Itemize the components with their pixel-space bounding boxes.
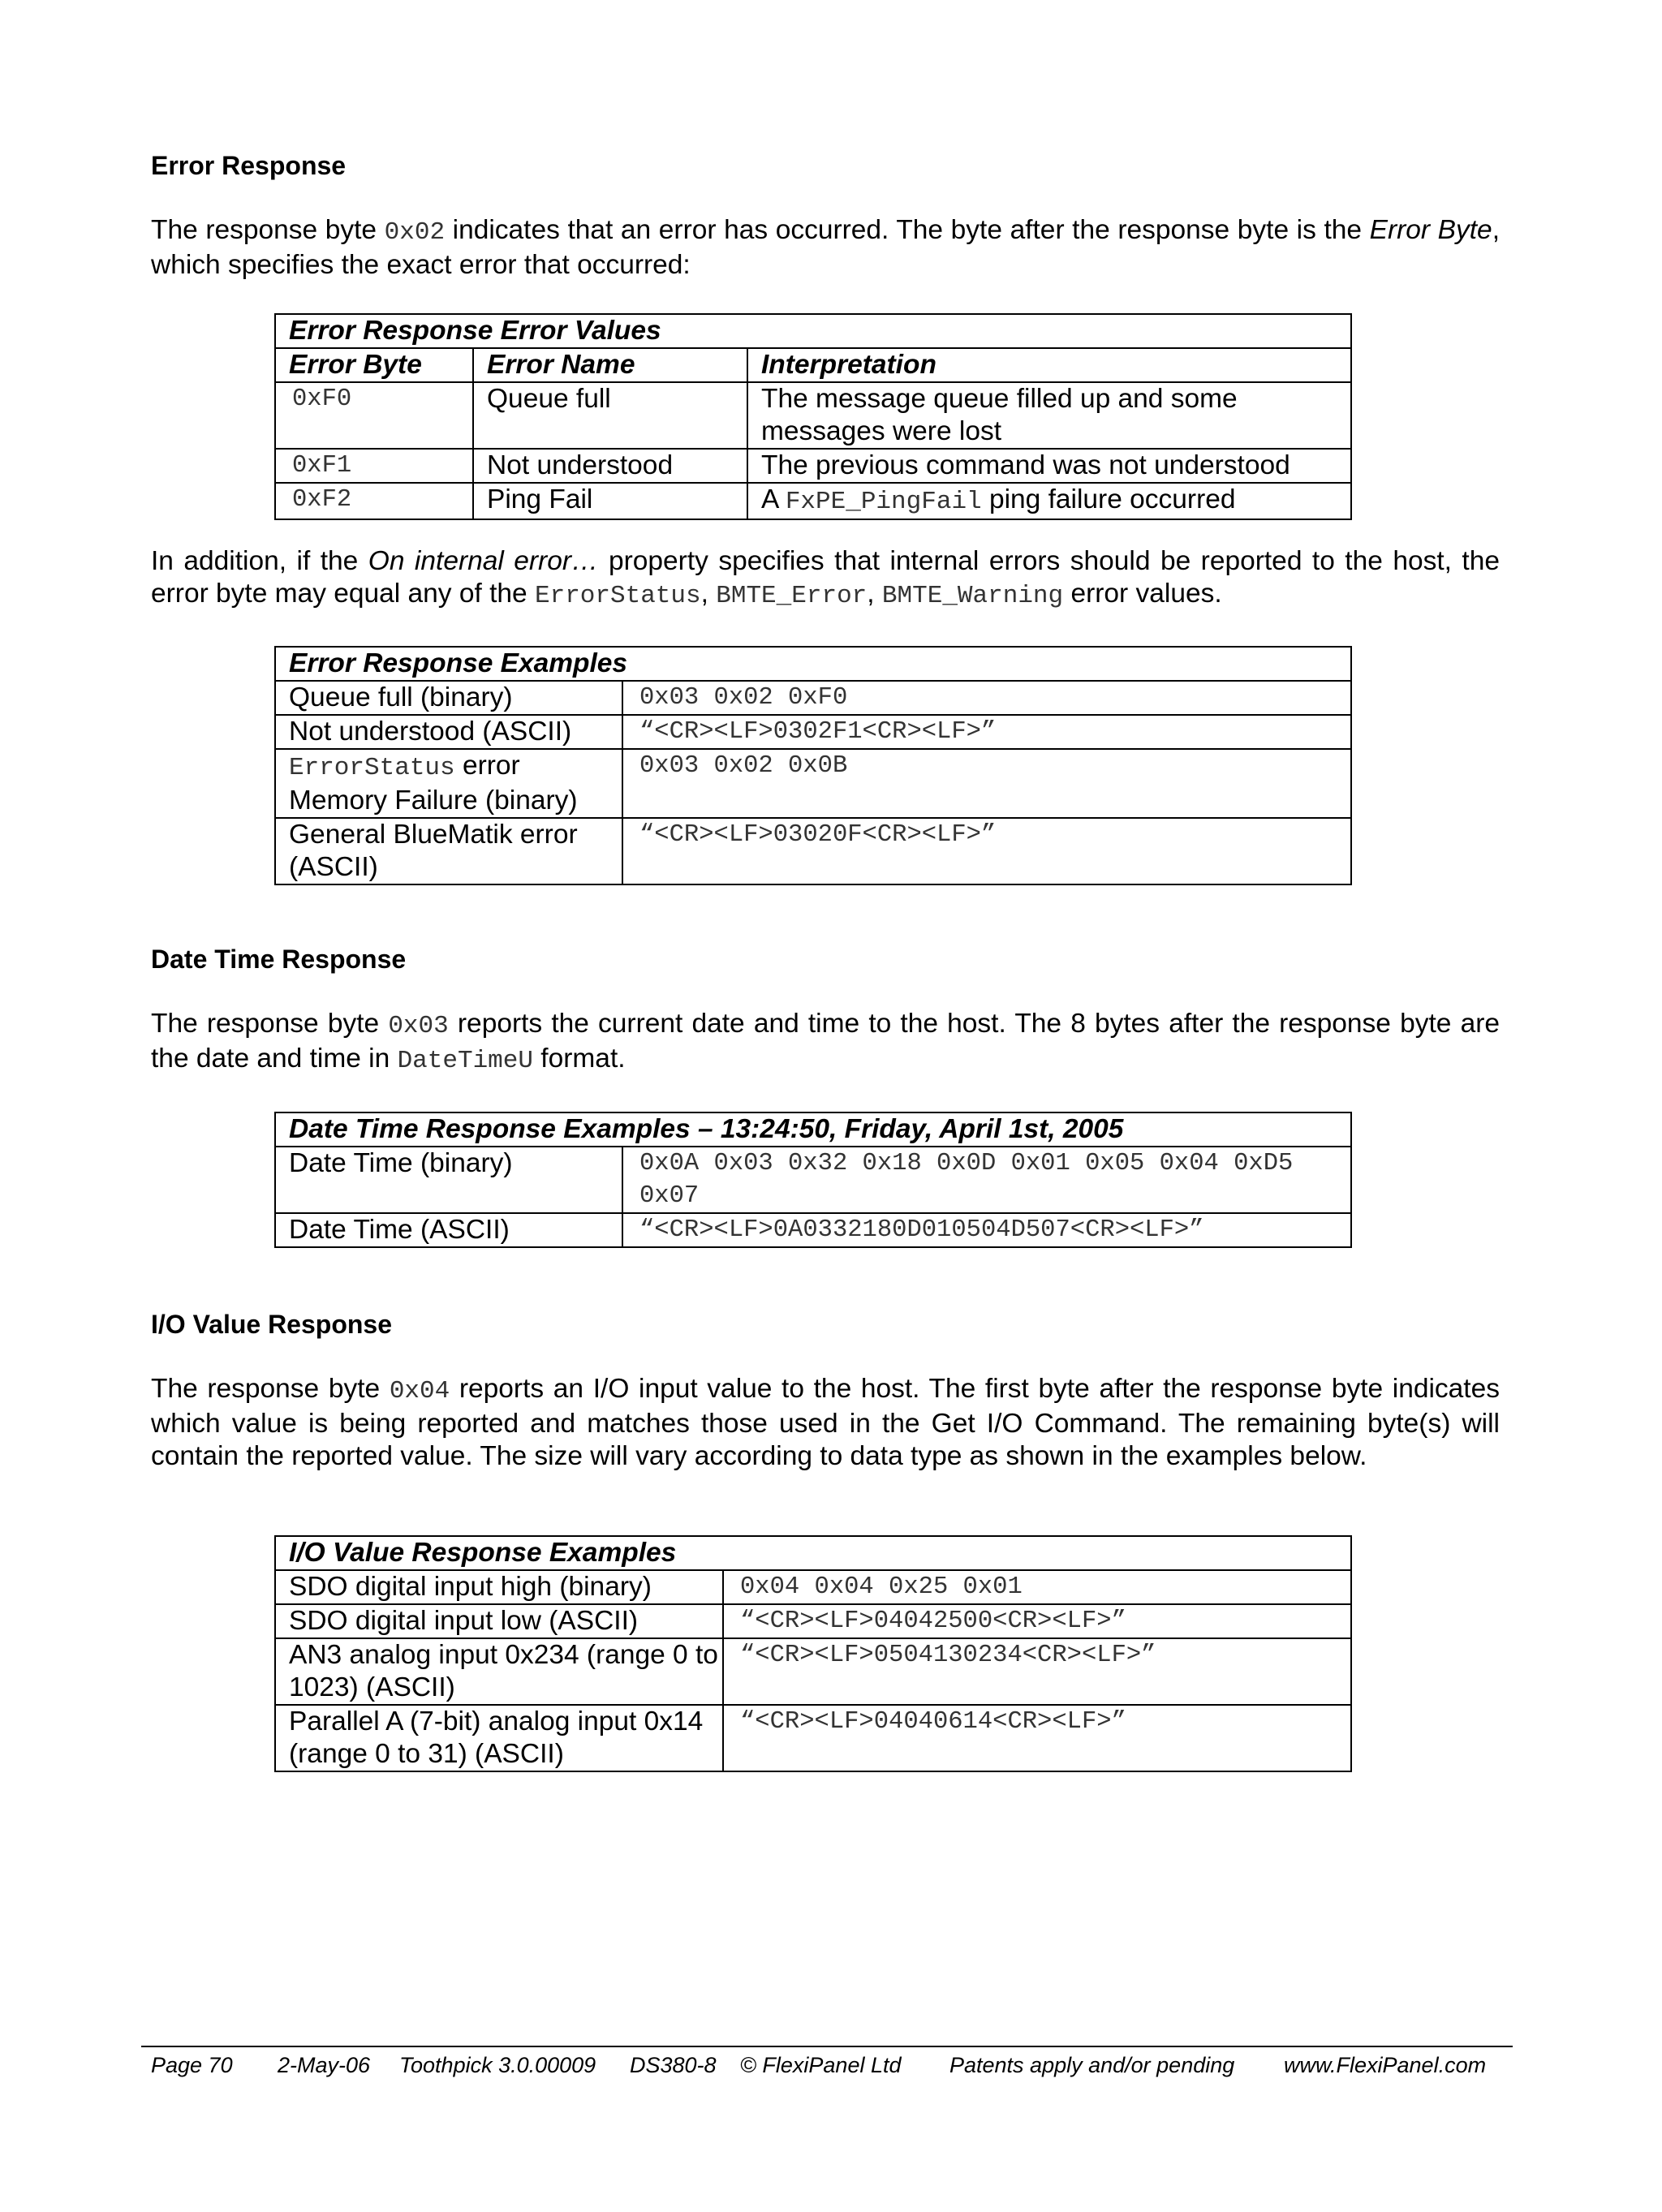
heading-error-response: Error Response (151, 151, 347, 180)
example-label-cell: Parallel A (7-bit) analog input 0x14 (range 0 to 31) (ASCII) (275, 1705, 723, 1771)
table-row (275, 1147, 1351, 1213)
table-title: Date Time Response Examples – 13:24:50, Friday, April 1st, 2005 (275, 1112, 1351, 1147)
footer-date: 2-May-06 (278, 2053, 371, 2077)
error-name-cell: Not understood (473, 449, 747, 483)
date-time-examples-table (274, 1112, 1352, 1248)
table-row (275, 1604, 1351, 1638)
example-value-cell: “<CR><LF>04042500<CR><LF>” (723, 1604, 1351, 1638)
example-label-cell: General BlueMatik error (ASCII) (275, 818, 622, 884)
example-label-cell: AN3 analog input 0x234 (range 0 to 1023) (ASCII) (275, 1638, 723, 1705)
example-label-cell: SDO digital input low (ASCII) (275, 1604, 723, 1638)
table-row (275, 483, 1351, 519)
error-byte-cell: 0xF0 (275, 382, 473, 449)
error-name-cell: Queue full (473, 382, 747, 449)
footer-copyright: © FlexiPanel Ltd (740, 2053, 902, 2077)
error-examples-table (274, 646, 1352, 885)
example-label-cell: ErrorStatus error Memory Failure (binary) (275, 749, 622, 818)
footer-divider (141, 2046, 1513, 2047)
code-0x03: 0x03 (388, 1012, 449, 1040)
code-0x04: 0x04 (389, 1377, 450, 1405)
example-value-cell: “<CR><LF>03020F<CR><LF>” (622, 818, 1351, 884)
table-row (275, 1705, 1351, 1771)
example-value-cell: 0x04 0x04 0x25 0x01 (723, 1570, 1351, 1604)
error-response-intro: The response byte 0x02 indicates that an error has occurred. The byte after the response byte is the Error Byte, which specifies the exact error that occurred: (151, 215, 1500, 280)
table-row (275, 382, 1351, 449)
example-value-cell: 0x03 0x02 0xF0 (622, 681, 1351, 715)
code-datetimeu: DateTimeU (397, 1047, 533, 1075)
example-value-cell: “<CR><LF>04040614<CR><LF>” (723, 1705, 1351, 1771)
footer-doc-id: DS380-8 (630, 2053, 717, 2077)
interpretation-cell: A FxPE_PingFail ping failure occurred (747, 483, 1351, 519)
column-header: Error Name (473, 348, 747, 382)
io-value-intro: The response byte 0x04 reports an I/O input value to the host. The first byte after the response byte indicates which value is being reported and matches those used in the Get I/O Command. The remaining byte(s) will contain the reported value. The size will vary according to data type as shown in the examples below. (151, 1374, 1501, 1471)
io-value-examples-table (274, 1535, 1352, 1772)
heading-io-value-response: I/O Value Response (151, 1310, 392, 1339)
footer-page-number: Page 70 (151, 2053, 233, 2077)
table-row (275, 449, 1351, 483)
interpretation-cell: The previous command was not understood (747, 449, 1351, 483)
example-label-cell: Queue full (binary) (275, 681, 622, 715)
example-label-cell: SDO digital input high (binary) (275, 1570, 723, 1604)
table-row (275, 681, 1351, 715)
error-byte-cell: 0xF1 (275, 449, 473, 483)
error-values-table (274, 313, 1352, 520)
footer-patents: Patents apply and/or pending (949, 2053, 1235, 2077)
example-label-cell: Date Time (binary) (275, 1147, 622, 1213)
example-value-cell: “<CR><LF>0302F1<CR><LF>” (622, 715, 1351, 749)
interpretation-cell: The message queue filled up and some messages were lost (747, 382, 1351, 449)
footer-website: www.FlexiPanel.com (1284, 2053, 1487, 2077)
error-byte-cell: 0xF2 (275, 483, 473, 519)
error-response-addition: In addition, if the On internal error… property specifies that internal errors should be reported to the host, the error byte may equal any of the ErrorStatus, BMTE_Error, BMTE_Warning error values. (151, 546, 1501, 610)
example-label-cell: Not understood (ASCII) (275, 715, 622, 749)
table-title: Error Response Examples (275, 647, 1351, 681)
code-fxpe-pingfail: FxPE_PingFail (785, 488, 982, 516)
example-value-cell: 0x0A 0x03 0x32 0x18 0x0D 0x01 0x05 0x04 0xD5 0x07 (622, 1147, 1351, 1213)
example-value-cell: “<CR><LF>0A0332180D010504D507<CR><LF>” (622, 1213, 1351, 1247)
example-label-cell: Date Time (ASCII) (275, 1213, 622, 1247)
column-header: Error Byte (275, 348, 473, 382)
example-value-cell: “<CR><LF>0504130234<CR><LF>” (723, 1638, 1351, 1705)
table-row (275, 715, 1351, 749)
footer-product: Toothpick 3.0.00009 (399, 2053, 596, 2077)
column-header: Interpretation (747, 348, 1351, 382)
table-title: Error Response Error Values (275, 314, 1351, 348)
table-row (275, 1638, 1351, 1705)
heading-date-time-response: Date Time Response (151, 945, 407, 974)
error-name-cell: Ping Fail (473, 483, 747, 519)
table-row (275, 749, 1351, 818)
date-time-intro: The response byte 0x03 reports the current date and time to the host. The 8 bytes after the response byte are the date and time in DateTimeU format. (151, 1009, 1500, 1075)
table-row (275, 818, 1351, 884)
code-0x02: 0x02 (384, 218, 446, 247)
table-row (275, 1213, 1351, 1247)
table-row (275, 1570, 1351, 1604)
table-title: I/O Value Response Examples (275, 1536, 1351, 1570)
example-value-cell: 0x03 0x02 0x0B (622, 749, 1351, 818)
